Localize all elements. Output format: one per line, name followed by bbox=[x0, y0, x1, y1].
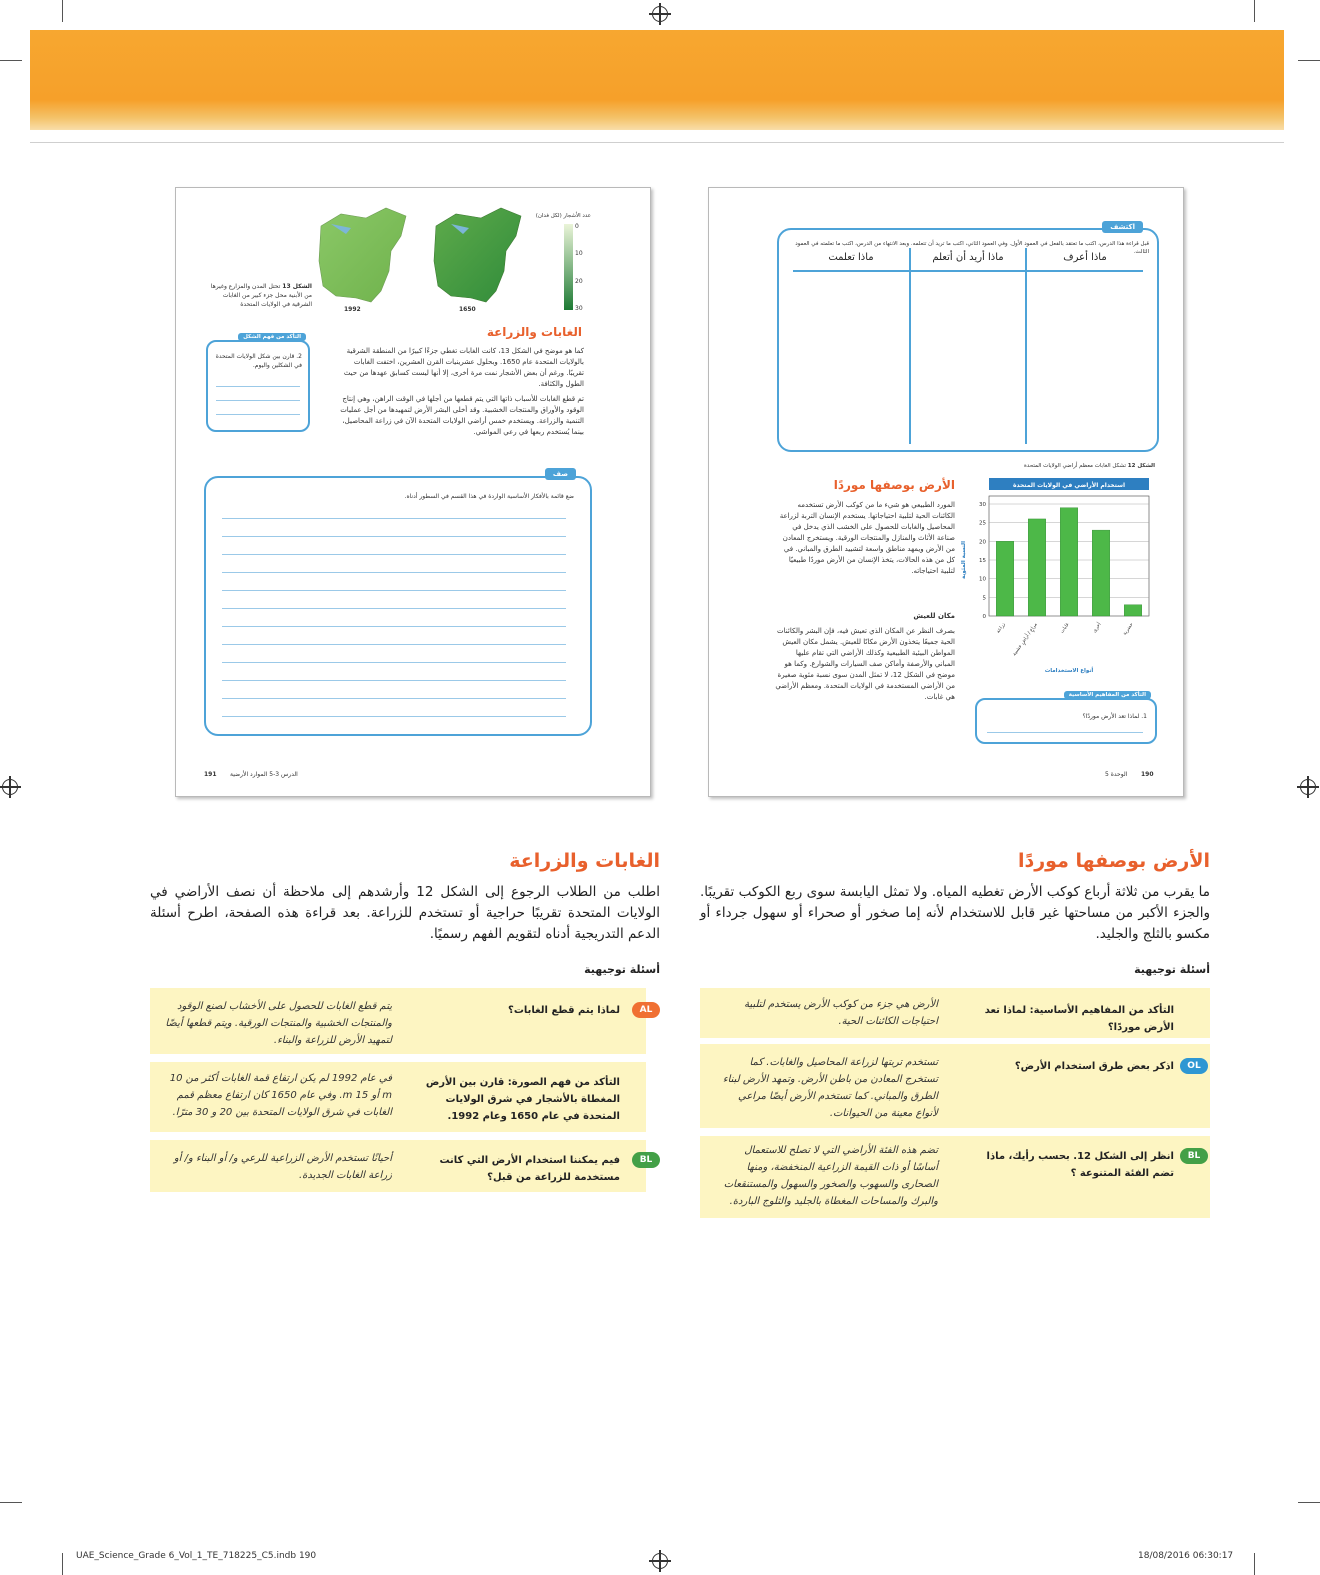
check-figure-box bbox=[206, 334, 310, 432]
te-right-guiding-title: أسئلة توجيهية bbox=[1134, 963, 1210, 976]
level-badge: OL bbox=[1180, 1058, 1208, 1074]
answer-text: أحيانًا تستخدم الأرض الزراعية للرعي و/ أو البناء و/ أو زراعة الغابات الجديدة. bbox=[173, 1153, 392, 1181]
footer-filename: UAE_Science_Grade 6_Vol_1_TE_718225_C5.indb 190 bbox=[76, 1551, 317, 1561]
figure13-caption-label: الشكل 13 bbox=[282, 283, 312, 290]
guiding-question-row bbox=[150, 1062, 646, 1132]
figure12-caption-text: تشكل الغابات معظم أراضي الولايات المتحدة bbox=[1024, 463, 1127, 469]
chart-x-tick-label: غابات bbox=[1060, 622, 1071, 635]
question-text: لماذا يتم قطع الغابات؟ bbox=[508, 1005, 620, 1016]
level-badge: BL bbox=[632, 1152, 660, 1168]
kwl-instructions: قبل قراءة هذا الدرس، اكتب ما تعتقد بالفعل في العمود الأول. وفي العمود الثاني، اكتب ما تريد أن تتعلمه. وبعد الانتهاء من الدرس، اكتب ما تعلمته في العمود الثالث. bbox=[795, 241, 1149, 255]
chart-y-axis-label: النسبة المئوية bbox=[961, 540, 967, 580]
map-1650 bbox=[434, 208, 521, 302]
chart-y-tick-label: 0 bbox=[982, 614, 986, 620]
te-left-title: الغابات والزراعة bbox=[509, 850, 660, 872]
section-title: الغابات والزراعة bbox=[486, 325, 582, 339]
answer-line[interactable] bbox=[222, 680, 566, 681]
legend-gradient bbox=[564, 224, 573, 310]
crop-mark bbox=[1298, 60, 1320, 61]
kwl-chart bbox=[777, 223, 1159, 452]
section-title: الأرض بوصفها موردًا bbox=[833, 478, 955, 492]
crop-mark bbox=[1254, 0, 1255, 22]
answer-text: تضم هذه الفئة الأراضي التي لا تصلح للاستعمال أساسًا أو ذات القيمة الزراعية المنخفضة، ومنها الصحارى والسهوب والصخور والسهول والمستنقعات والبرك والمساحات المغطاة بالجليد والثلوج الباردة. bbox=[723, 1145, 938, 1207]
answer-text: في عام 1992 لم يكن ارتفاع قمة الغابات أكثر من 10 m أو 15 m. وفي عام 1650 كان ارتفاع معظم قمم الغابات في شرق الولايات المتحدة بين 20 و 30 مترًا. bbox=[169, 1073, 392, 1118]
answer-line[interactable] bbox=[987, 732, 1143, 733]
check-concepts-question: 1. لماذا تعد الأرض موردًا؟ bbox=[1082, 713, 1147, 720]
chart-x-tick-label: حضرية bbox=[1122, 622, 1135, 637]
kwl-col-know: ماذا أعرف bbox=[1063, 252, 1107, 263]
figure12-caption bbox=[955, 462, 1155, 471]
chart-bar bbox=[1092, 530, 1110, 616]
guiding-question-row bbox=[700, 988, 1210, 1038]
figure12-caption-label: الشكل 12 bbox=[1127, 463, 1155, 469]
divider bbox=[30, 142, 1284, 143]
kwl-tab: اكتشف bbox=[1102, 221, 1143, 233]
guiding-question-row bbox=[700, 1044, 1210, 1128]
crop-mark bbox=[1254, 1553, 1255, 1575]
chart-title: استخدام الأراضي في الولايات المتحدة bbox=[1012, 482, 1126, 489]
legend-value: 30 bbox=[575, 305, 583, 312]
describe-prompt: ضع قائمة بالأفكار الأساسية الواردة في هذا القسم في السطور أدناه. bbox=[404, 493, 574, 500]
figure13-caption bbox=[202, 282, 312, 309]
question-text: فيم يمكننا استخدام الأرض التي كانت مستخدمة للزراعة من قبل؟ bbox=[439, 1155, 620, 1183]
page-number: 191 bbox=[204, 771, 217, 778]
crop-mark bbox=[62, 1553, 63, 1575]
check-concepts-box bbox=[975, 692, 1157, 744]
crop-mark bbox=[0, 1502, 22, 1503]
level-badge: AL bbox=[632, 1002, 660, 1018]
page-footer-label: الدرس 3-5 الموارد الأرضية bbox=[230, 771, 298, 778]
answer-line[interactable] bbox=[222, 716, 566, 717]
question-text: انظر إلى الشكل 12. بحسب رأيك، ماذا تضم الفئة المتنوعة ؟ bbox=[986, 1151, 1174, 1179]
chart-y-tick-label: 30 bbox=[979, 502, 986, 508]
answer-line[interactable] bbox=[222, 572, 566, 573]
legend-value: 20 bbox=[575, 278, 583, 285]
chart-y-tick-label: 5 bbox=[982, 595, 986, 602]
te-left-body: اطلب من الطلاب الرجوع إلى الشكل 12 وأرشدهم إلى ملاحظة أن نصف الأراضي في الولايات المتحدة تقريبًا حراجية أو تستخدم للزراعة. بعد قراءة هذه الصفحة، اطرح أسئلة الدعم التدريجية أدناه لتقويم الفهم رسميًا. bbox=[150, 884, 660, 942]
question-text: التأكد من المفاهيم الأساسية: لماذا تعد الأرض موردًا؟ bbox=[984, 1005, 1174, 1033]
page-number: 190 bbox=[1141, 771, 1154, 778]
chart-y-tick-label: 15 bbox=[979, 558, 986, 564]
chart-bar bbox=[996, 541, 1014, 616]
guiding-question-row bbox=[700, 1136, 1210, 1218]
level-badge: BL bbox=[1180, 1148, 1208, 1164]
chart-y-tick-label: 20 bbox=[979, 539, 986, 546]
crop-mark bbox=[0, 60, 22, 61]
paragraph: تم قطع الغابات للأسباب ذاتها التي يتم قطعها من أجلها في الوقت الراهن، وهي إنتاج الوقود والأوراق والمنتجات الخشبية. وقد أخلى البشر الأرض لتمهيدها من أجل عمليات التنمية والزراعة. ويستخدم خمس أراضي الولايات المتحدة الآن في زراعة المحاصيل، بينما يُستخدم ربعها في رعي المواشي. bbox=[340, 395, 584, 436]
header-banner bbox=[30, 30, 1284, 130]
paragraph: بصرف النظر عن المكان الذي تعيش فيه، فإن البشر والكائنات الحية جميعًا يتخذون الأرض مكانًا للعيش. يشمل مكان العيش المواطن البيئية الطبيعية وكذلك الأراضي التي تقام عليها المباني والأرصفة وأماكن صف السيارات والشوارع. وكما هو موضح في الشكل 12، لا تمثل المدن سوى نسبة مئوية صغيرة من الأراضي المستخدمة في الولايات المتحدة. ومعظم الأراضي هي غابات. bbox=[775, 627, 955, 701]
paragraph: كما هو موضح في الشكل 13، كانت الغابات تغطي جزءًا كبيرًا من المنطقة الشرقية بالولايات المتحدة عام 1650. وبحلول عشرينيات القرن العشرين، اختفت الغابات تقريبًا. ورغم أن بعض الأشجار نمت مرة أخرى، إلا أنها ليست كسابق عهدها من حيث الطول والكثافة. bbox=[343, 347, 584, 388]
guiding-question-row bbox=[150, 1140, 653, 1192]
chart-y-tick-label: 25 bbox=[979, 520, 986, 527]
answer-line[interactable] bbox=[222, 644, 566, 645]
answer-line[interactable] bbox=[222, 590, 566, 591]
check-concepts-tab: التأكد من المفاهيم الأساسية bbox=[1064, 691, 1151, 699]
land-use-chart bbox=[953, 476, 1163, 688]
te-right-title: الأرض بوصفها موردًا bbox=[1017, 850, 1210, 872]
answer-line[interactable] bbox=[222, 662, 566, 663]
chart-x-tick-label: زراعة bbox=[996, 622, 1007, 635]
footer-timestamp: 18/08/2016 06:30:17 bbox=[1138, 1551, 1234, 1561]
answer-line[interactable] bbox=[222, 518, 566, 519]
map-label-1992: 1992 bbox=[344, 306, 361, 313]
registration-mark-icon bbox=[652, 1553, 668, 1569]
answer-line[interactable] bbox=[216, 414, 300, 415]
describe-tab: صف bbox=[545, 468, 576, 480]
answer-line[interactable] bbox=[222, 698, 566, 699]
registration-mark-icon bbox=[1300, 779, 1316, 795]
question-text: التأكد من فهم الصورة: قارن بين الأرض المغطاة بالأشجار في شرق الولايات المتحدة في عام 1650 وعام 1992. bbox=[425, 1077, 620, 1122]
answer-text: تستخدم تربتها لزراعة المحاصيل والغابات. كما تستخرج المعادن من باطن الأرض. وتمهد الأرض لبناء الطرق والمباني. كما تستخدم الأرض أيضًا مراعي لأنواع معينة من الحيوانات. bbox=[722, 1057, 938, 1119]
kwl-col-learned: ماذا تعلمت bbox=[828, 252, 874, 263]
chart-bar bbox=[1060, 508, 1078, 616]
answer-text: يتم قطع الغابات للحصول على الأخشاب لصنع الوقود والمنتجات الخشبية والمنتجات الورقية. ويتم قطعها أيضًا لتمهيد الأرض للزراعة والبناء. bbox=[165, 1001, 392, 1046]
legend-title: عدد الأشجار (لكل فدان) bbox=[535, 213, 591, 219]
chart-x-tick-label: مراعٍ / أراضٍ عشبية bbox=[1012, 622, 1039, 658]
map-1992 bbox=[319, 208, 406, 302]
answer-line[interactable] bbox=[222, 536, 566, 537]
answer-line[interactable] bbox=[222, 608, 566, 609]
student-page-191 bbox=[175, 187, 651, 797]
registration-mark-icon bbox=[652, 6, 668, 22]
paragraph: المورد الطبيعي هو شيء ما من كوكب الأرض تستخدمه الكائنات الحية لتلبية احتياجاتها. يستخدم الإنسان التربة لزراعة المحاصيل والغابات للحصول على الخشب الذي يدخل في صناعة الأثاث والمنازل والمنتجات الورقية. ويستخرج المعادن من الأرض ويمهد مناطق واسعة لتشييد الطرق والمباني. في كل من هذه الحالات، يتخذ الإنسان من الأرض موردًا طبيعيًا لتلبية احتياجاته. bbox=[779, 501, 955, 575]
page-footer-label: الوحدة 5 bbox=[1105, 771, 1128, 778]
crop-mark bbox=[1298, 1502, 1320, 1503]
te-right-body: ما يقرب من ثلاثة أرباع كوكب الأرض تغطيه المياه. ولا تمثل اليابسة سوى ربع الكوكب تقريبًا. والجزء الأكبر من مساحتها غير قابل للاستخدام لأنه إما صخور أو صحراء أو سهول جرداء أو مكسو بالثلج والجليد. bbox=[700, 884, 1210, 942]
chart-bar bbox=[1028, 519, 1046, 616]
legend-value: 0 bbox=[575, 223, 579, 230]
question-text: اذكر بعض طرق استخدام الأرض؟ bbox=[1014, 1061, 1174, 1072]
answer-text: الأرض هي جزء من كوكب الأرض يستخدم لتلبية احتياجات الكائنات الحية. bbox=[744, 999, 938, 1027]
guiding-question-row bbox=[150, 988, 653, 1054]
student-page-190 bbox=[708, 187, 1184, 797]
answer-line[interactable] bbox=[222, 626, 566, 627]
crop-mark bbox=[62, 0, 63, 22]
chart-x-tick-label: أخرى bbox=[1092, 622, 1103, 634]
legend-value: 10 bbox=[575, 250, 583, 257]
kwl-table bbox=[793, 252, 1143, 444]
figure13-maps bbox=[311, 206, 541, 316]
answer-line[interactable] bbox=[216, 400, 300, 401]
kwl-col-want: ماذا أريد أن أتعلم bbox=[932, 252, 1004, 263]
chart-x-axis-label: أنواع الاستخدامات bbox=[1044, 668, 1094, 674]
registration-mark-icon bbox=[2, 779, 18, 795]
check-figure-question: 2. قارن بين شكل الولايات المتحدة في الشكلين واليوم. bbox=[215, 353, 302, 369]
chart-y-tick-label: 10 bbox=[979, 576, 986, 583]
answer-line[interactable] bbox=[216, 386, 300, 387]
check-figure-tab: التأكد من فهم الشكل bbox=[238, 333, 306, 341]
figure13-caption-text: تحتل المدن والمزارع وغيرها من الأبنية محل جزء كبير من الغابات الشرقية في الولايات المتحدة bbox=[210, 283, 312, 308]
map-label-1650: 1650 bbox=[459, 306, 476, 313]
describe-box bbox=[204, 470, 592, 736]
te-left-guiding-title: أسئلة توجيهية bbox=[584, 963, 660, 976]
answer-line[interactable] bbox=[222, 554, 566, 555]
chart-bar bbox=[1124, 605, 1142, 616]
subsection-title: مكان للعيش bbox=[913, 612, 955, 620]
